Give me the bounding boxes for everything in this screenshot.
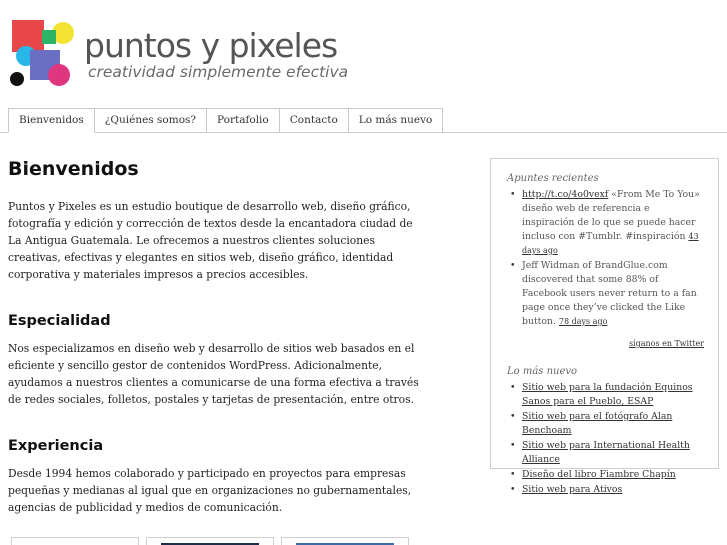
news-link[interactable]: Sitio web para International Health Alliance	[522, 440, 690, 465]
news-link[interactable]: Sitio web para el fotógrafo Alan Benchoam	[522, 411, 673, 436]
list-item	[507, 259, 704, 329]
follow-twitter-link[interactable]: síganos en Twitter	[628, 339, 704, 348]
tweet-list	[507, 188, 704, 329]
site-tagline: creatividad simplemente efectiva	[88, 63, 349, 81]
site-logo[interactable]	[8, 16, 349, 92]
site-title: puntos y pixeles	[84, 26, 338, 65]
tab-contacto[interactable]: Contacto	[280, 108, 349, 133]
list-item	[507, 381, 704, 409]
logo-squares-icon	[8, 16, 78, 92]
portfolio-thumbnail[interactable]	[281, 537, 409, 545]
main-nav	[8, 108, 443, 133]
tweet-time-link[interactable]: 78 days ago	[558, 317, 608, 326]
news-heading: Lo más nuevo	[507, 366, 578, 377]
tweet-link[interactable]: http://t.co/4o0vexf	[522, 189, 609, 200]
tab-quienes-somos[interactable]: ¿Quiénes somos?	[95, 108, 207, 133]
news-list	[507, 381, 704, 497]
specialty-heading: Especialidad	[8, 313, 111, 329]
list-item	[507, 439, 704, 467]
follow-twitter	[507, 339, 704, 348]
intro-paragraph: Puntos y Pixeles es un estudio boutique de desarrollo web, diseño gráfico, fotografía y edición y corrección de textos desde la encantadora ciudad de La Antigua Guatemala. Le ofrecemos a nuestros clientes soluciones creativas, efectivas y elegantes en sitios web, diseño gráfico, identidad corporativa y materiales impresos a precios accesibles.	[8, 200, 413, 281]
list-item	[507, 468, 704, 482]
news-link[interactable]: Diseño del libro Fiambre Chapín	[522, 469, 676, 480]
recent-notes-heading: Apuntes recientes	[507, 173, 599, 184]
tweet-text: «From Me To You» diseño web de referencia e inspiración de lo que se puede hacer incluso con #Tumblr. #inspiración	[522, 189, 700, 242]
experience-paragraph: Desde 1994 hemos colaborado y participado en proyectos para empresas pequeñas y medianas al igual que en organizaciones no gubernamentales, agencias de publicidad y medios de comunicación.	[8, 467, 412, 514]
list-item	[507, 483, 704, 497]
specialty-paragraph: Nos especializamos en diseño web y desarrollo de sitios web basados en el eficiente y sencillo gestor de contenidos WordPress. Adicionalmente, ayudamos a nuestros clientes a comunicarse de una forma efectiva a través de redes sociales, folletos, postales y tarjetas de presentación, entre otros.	[8, 342, 419, 406]
portfolio-thumbnail[interactable]	[11, 537, 139, 545]
tweet-time-link[interactable]: 43 days ago	[522, 232, 699, 255]
tab-portafolio[interactable]: Portafolio	[207, 108, 280, 133]
tab-lo-mas-nuevo[interactable]: Lo más nuevo	[349, 108, 444, 133]
tweet-text: Jeff Widman of BrandGlue.com discovered that some 88% of Facebook users never return to a fan page once they’ve clicked the Like button.	[522, 260, 697, 327]
list-item	[507, 188, 704, 258]
news-link[interactable]: Sitio web para la fundación Equinos Sanos para el Pueblo, ESAP	[522, 382, 693, 407]
experience-heading: Experiencia	[8, 438, 104, 454]
sidebar	[490, 158, 719, 495]
tab-bienvenidos[interactable]: Bienvenidos	[8, 108, 95, 133]
news-link[interactable]: Sitio web para Ativos	[522, 484, 623, 495]
main-content	[8, 150, 424, 516]
portfolio-thumbnail[interactable]	[146, 537, 274, 545]
list-item	[507, 410, 704, 438]
page-title: Bienvenidos	[8, 158, 139, 180]
